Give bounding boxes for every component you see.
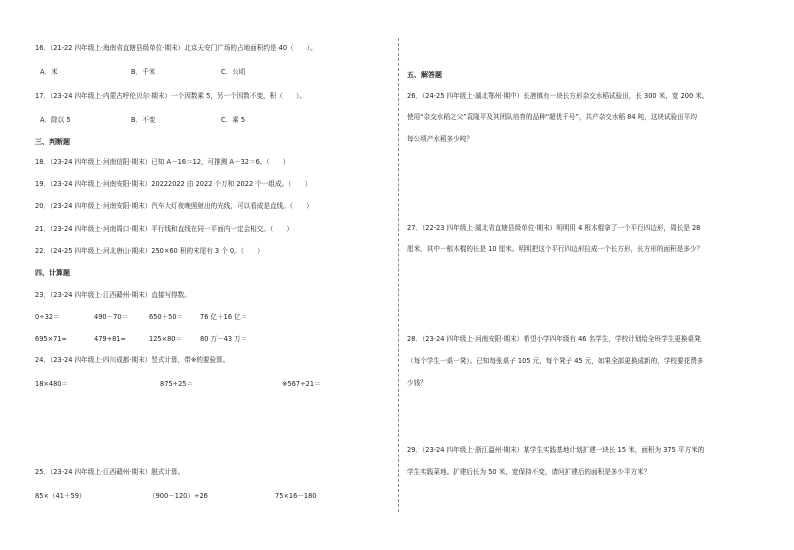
option-c: C．乘 5 bbox=[221, 116, 246, 124]
option-c: C．公顷 bbox=[221, 68, 246, 76]
question-16: 16．（21-22 四年级上·海南省直辖县级单位·期末）北京天安门广场的占地面积约是 40（ ）。 bbox=[35, 44, 317, 52]
calc-item: ※567÷21＝ bbox=[282, 380, 321, 388]
question-29-line-2: 学生实践菜地。扩建后长为 50 米，宽保持不变，请问扩建后的面积是多少平方米？ bbox=[407, 468, 651, 476]
calc-item: 18×480＝ bbox=[35, 380, 69, 388]
question-29-line-1: 29．（23-24 四年级上·浙江温州·期末）某学生实践基地计划扩建一块长 15 米，面积为 375 平方米的 bbox=[407, 446, 705, 454]
calc-item: （900－120）÷26 bbox=[149, 492, 208, 500]
question-26-line-2: 使用“杂交水稻之父”袁隆平及其团队培育的品种“超优千号”，共产杂交水稻 84 吨，这块试验田平均 bbox=[407, 113, 697, 121]
calc-item: 490－70＝ bbox=[94, 313, 129, 321]
option-a: A．除以 5 bbox=[40, 116, 71, 124]
section-word-problems-heading: 五、解答题 bbox=[407, 71, 442, 79]
question-28-line-2: （每个学生一桌一凳）。已知每张桌子 105 元，每个凳子 45 元，如果全部更换成新的，学校要花费多 bbox=[407, 357, 704, 365]
question-28-line-1: 28．（23-24 四年级上·河南安阳·期末）希望小学四年级有 46 名学生，学校计划给全班学生更换桌凳 bbox=[407, 335, 701, 343]
option-b: B．千米 bbox=[131, 68, 156, 76]
question-27-line-2: 厘米，其中一根木棍的长是 10 厘米。明明把这个平行四边形拉成一个长方形，长方形的面积是多少？ bbox=[407, 245, 704, 253]
calc-item: 125×80＝ bbox=[149, 335, 183, 343]
calc-item: 650＋50＝ bbox=[149, 313, 184, 321]
calc-item: 76 亿＋16 亿＝ bbox=[200, 313, 248, 321]
calc-item: 479÷81≈ bbox=[94, 335, 127, 343]
question-19: 19．（23-24 四年级上·河南安阳·期末）20222022 由 2022 个万和 2022 个一组成。（ ） bbox=[35, 180, 312, 188]
question-21: 21．（23-24 四年级上·河南周口·期末）平行线和直线在同一平面内一定会相交。（ ） bbox=[35, 225, 294, 233]
calc-item: 875÷25＝ bbox=[160, 380, 194, 388]
calc-item: 85×（41＋59） bbox=[35, 492, 86, 500]
calc-item: 75×16－180 bbox=[275, 492, 317, 500]
question-23: 23．（23-24 四年级上·江西赣州·期末）直接写得数。 bbox=[35, 291, 191, 299]
section-judgement-heading: 三、判断题 bbox=[35, 138, 70, 146]
question-26-line-3: 每公顷产水稻多少吨？ bbox=[407, 135, 473, 143]
calc-item: 695×71≈ bbox=[35, 335, 68, 343]
option-b: B．不变 bbox=[131, 116, 156, 124]
question-18: 18．（23-24 四年级上·河南信阳·期末）已知 A－16＝12，可推测 A－32＝6。（ ） bbox=[35, 158, 290, 166]
question-20: 20．（23-24 四年级上·河南安阳·期末）汽车大灯夜晚照射出的光线，可以看成是直线。（ ） bbox=[35, 202, 313, 210]
calc-item: 0÷32＝ bbox=[35, 313, 60, 321]
calc-item: 80 万－43 万＝ bbox=[200, 335, 248, 343]
question-25: 25．（23-24 四年级上·江西赣州·期末）脱式计算。 bbox=[35, 468, 185, 476]
column-divider bbox=[398, 38, 399, 512]
question-27-line-1: 27．（22-23 四年级上·湖北省直辖县级单位·期末）明明用 4 根木棍拿了一个平行四边形，周长是 28 bbox=[407, 224, 701, 232]
question-28-line-3: 少钱？ bbox=[407, 379, 427, 387]
section-calculation-heading: 四、计算题 bbox=[35, 269, 70, 277]
question-17: 17．（23-24 四年级上·内蒙古呼伦贝尔·期末）一个因数乘 5，另一个因数不变，积（ ）。 bbox=[35, 92, 306, 100]
question-24: 24．（23-24 四年级上·四川成都·期末）竖式计算，带※的要验算。 bbox=[35, 356, 230, 364]
option-a: A．米 bbox=[40, 68, 58, 76]
question-22: 22．（24-25 四年级上·河北唐山·期末）250×60 积的末尾有 3 个 0。（ ） bbox=[35, 247, 264, 255]
question-26-line-1: 26．（24-25 四年级上·湖北鄂州·期中）长港镇有一块长方形杂交水稻试验田，长 300 米，宽 200 米。 bbox=[407, 92, 709, 100]
